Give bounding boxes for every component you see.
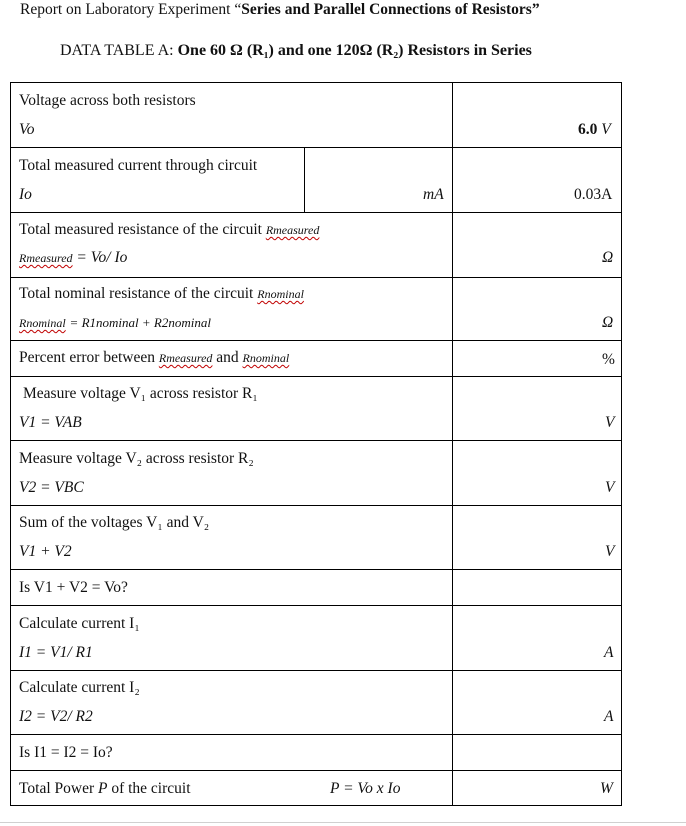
- row-v2-formula: V2 = VBC: [19, 479, 84, 496]
- row-current-value: 0.03A: [574, 186, 613, 203]
- row-measured-resistance-label: Total measured resistance of the circuit Rmeasured: [19, 221, 320, 238]
- row-current-unit: mA: [423, 186, 444, 203]
- row-percent-error-label: Percent error between Rmeasured and Rnominal: [19, 349, 290, 366]
- row-voltage-symbol: Vo: [19, 121, 35, 138]
- row-nominal-resistance-label: Total nominal resistance of the circuit Rnominal: [19, 285, 304, 302]
- row-nominal-resistance-formula: Rnominal = R1nominal + R2nominal: [19, 315, 211, 330]
- row-sum-unit: V: [605, 543, 615, 560]
- row-current-label: Total measured current through circuit: [19, 157, 258, 174]
- row-i1-label: Calculate current I₁: [19, 615, 140, 632]
- row-i2-formula: I2 = V2/ R2: [19, 708, 93, 725]
- row-measured-resistance-formula: Rmeasured = Vo/ Io: [19, 249, 128, 266]
- row-nominal-resistance-unit: Ω: [602, 314, 614, 331]
- row-v2-unit: V: [605, 479, 615, 496]
- report-title: Report on Laboratory Experiment “Series and Parallel Connections of Resistors”: [20, 1, 540, 18]
- row-voltage-label: Voltage across both resistors: [19, 92, 196, 109]
- row-i1-unit: A: [604, 644, 614, 661]
- row-voltage-value: 6.0 V: [578, 121, 611, 138]
- row-current-symbol: Io: [19, 186, 32, 203]
- row-v1-formula: V1 = VAB: [19, 414, 82, 431]
- data-table-title: DATA TABLE A: One 60 Ω (R₁) and one 120Ω (R₂) Resistors in Series: [60, 42, 532, 59]
- row-power-formula: P = Vo x Io: [330, 780, 401, 797]
- row-v1-label: Measure voltage V₁ across resistor R₁: [23, 385, 258, 402]
- row-i-check-label: Is I1 = I2 = Io?: [19, 744, 113, 761]
- row-i2-unit: A: [604, 708, 614, 725]
- row-i2-label: Calculate current I₂: [19, 679, 140, 696]
- row-power-unit: W: [600, 780, 613, 797]
- page-edge: [0, 822, 686, 823]
- row-sum-formula: V1 + V2: [19, 543, 72, 560]
- row-v-check-label: Is V1 + V2 = Vo?: [19, 579, 128, 596]
- row-percent-error-unit: %: [602, 351, 615, 368]
- row-v1-unit: V: [605, 414, 615, 431]
- row-i1-formula: I1 = V1/ R1: [19, 644, 93, 661]
- row-power-label: Total Power P of the circuit: [19, 780, 191, 797]
- row-v2-label: Measure voltage V₂ across resistor R₂: [19, 450, 254, 467]
- row-measured-resistance-unit: Ω: [602, 249, 614, 266]
- row-sum-label: Sum of the voltages V₁ and V₂: [19, 514, 210, 531]
